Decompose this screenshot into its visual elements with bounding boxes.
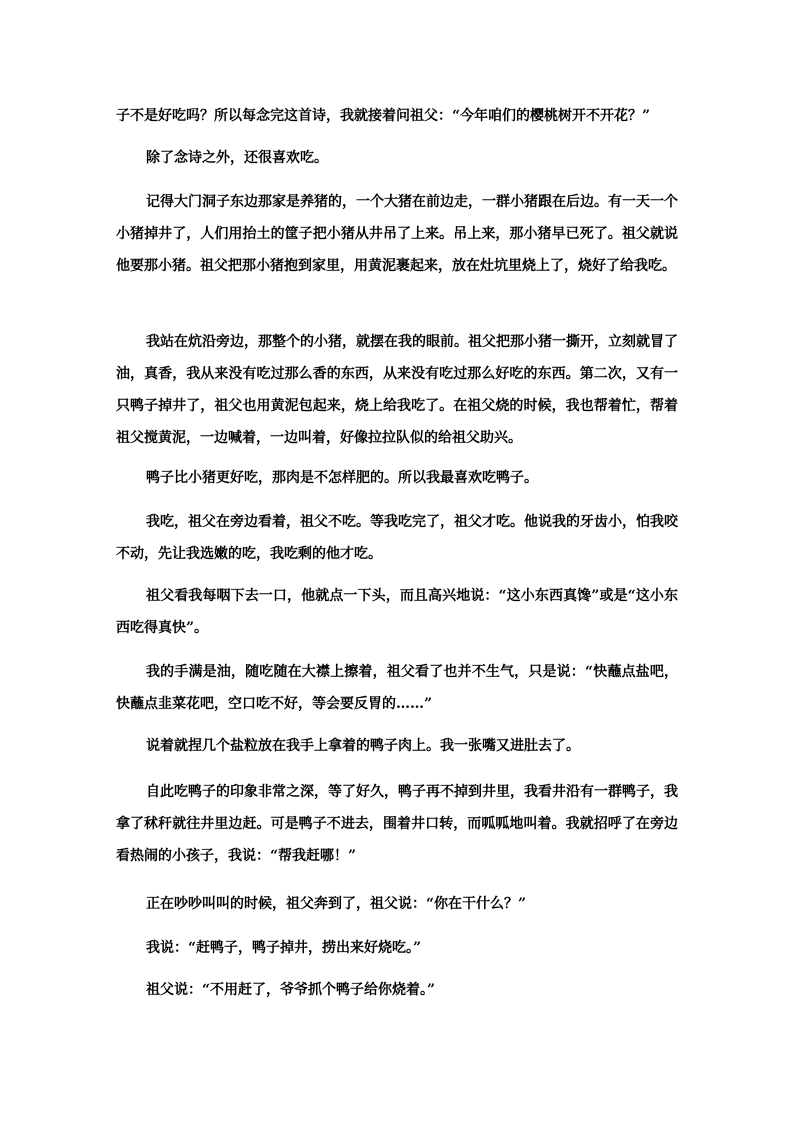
paragraph-3: 记得大门洞子东边那家是养猪的，一个大猪在前边走，一群小猪跟在后边。有一天一个小猪掉井了，人们用抬土的筐子把小猪从井吊了上来。吊上来，那小猪早已死了。祖父就说他要那小猪。祖父把那小猪抱到家里，用黄泥裹起来，放在灶坑里烧上了，烧好了给我吃。 [116, 194, 678, 274]
paragraph-2: 除了念诗之外，还很喜欢吃。 [146, 150, 328, 166]
paragraph-1: 子不是好吃吗？所以每念完这首诗，我就接着问祖父：“今年咱们的樱桃树开不开花？” [116, 108, 651, 124]
paragraph-12: 我说：“赶鸭子，鸭子掉井，捞出来好烧吃。” [146, 940, 422, 956]
paragraph-9: 说着就捏几个盐粒放在我手上拿着的鸭子肉上。我一张嘴又进肚去了。 [146, 738, 580, 754]
paragraph-8: 我的手满是油，随吃随在大襟上擦着，祖父看了也并不生气，只是说：“快蘸点盐吧，快蘸点韭菜花吧，空口吃不好，等会要反胃的……” [116, 664, 678, 712]
paragraph-5: 鸭子比小猪更好吃，那肉是不怎样肥的。所以我最喜欢吃鸭子。 [146, 470, 538, 486]
paragraph-10: 自此吃鸭子的印象非常之深，等了好久，鸭子再不掉到井里，我看井沿有一群鸭子，我拿了秫秆就往井里边赶。可是鸭子不进去，围着井口转，而呱呱地叫着。我就招呼了在旁边看热闹的小孩子，我说：“帮我赶哪！” [116, 784, 678, 864]
paragraph-11: 正在吵吵叫叫的时候，祖父奔到了，祖父说：“你在干什么？” [146, 896, 527, 912]
paragraph-6: 我吃，祖父在旁边看着，祖父不吃。等我吃完了，祖父才吃。他说我的牙齿小，怕我咬不动，先让我选嫩的吃，我吃剩的他才吃。 [116, 514, 678, 562]
paragraph-7: 祖父看我每咽下去一口，他就点一下头，而且高兴地说：“这小东西真馋”或是“这小东西吃得真快”。 [116, 588, 678, 636]
paragraph-13: 祖父说：“不用赶了，爷爷抓个鸭子给你烧着。” [146, 982, 436, 998]
paragraph-4: 我站在炕沿旁边，那整个的小猪，就摆在我的眼前。祖父把那小猪一撕开，立刻就冒了油，真香，我从来没有吃过那么香的东西，从来没有吃过那么好吃的东西。第二次，又有一只鸭子掉井了，祖父也用黄泥包起来，烧上给我吃了。在祖父烧的时候，我也帮着忙，帮着祖父搅黄泥，一边喊着，一边叫着，好像拉拉队似的给祖父助兴。 [116, 334, 678, 446]
